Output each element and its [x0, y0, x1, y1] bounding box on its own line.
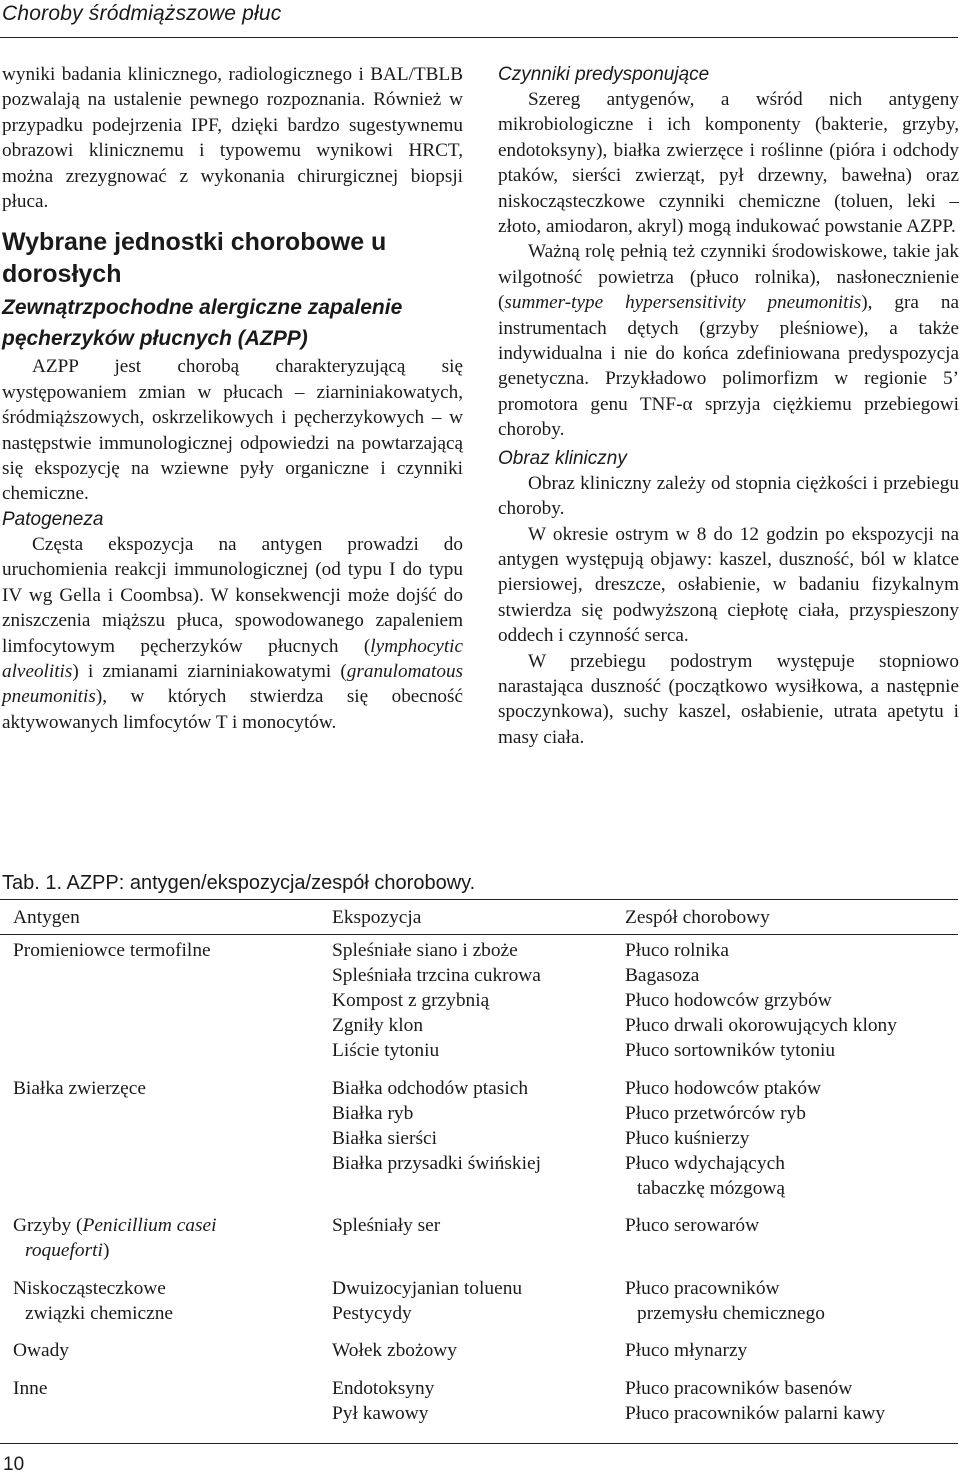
table-cell-line: Inne: [13, 1377, 48, 1399]
table-cell-line: [13, 1213, 217, 1238]
table-cell-line: Wołek zbożowy: [332, 1340, 457, 1361]
table-row: [0, 1276, 958, 1326]
table-header-syndrome: Zespół chorobowy: [625, 907, 770, 928]
table-rule-top: [0, 899, 958, 900]
table-cell-line: związki chemiczne: [25, 1302, 174, 1324]
table-cell-line: Płuco hodowców grzybów: [625, 990, 832, 1011]
table-cell-line: Białka zwierzęce: [13, 1077, 146, 1099]
clinical-paragraph-2: W okresie ostrym w 8 do 12 godzin po ekspozycji na antygen występują objawy: kaszel, duszność, ból w klatce piersiowej, dreszcze, osłabienie, w badaniu fizykalnym stwierdza się podwyższoną ciepłotę ciała, przyspieszony oddech i czynność serca.: [498, 523, 959, 647]
table-cell-line: Płuco pracowników basenów: [625, 1377, 853, 1399]
predisposing-text-2: ), gra na instrumentach dętych (grzyby pleśniowe), a także indywidualna i nie do końca zdefiniowana predyspozycja genetyczna. Przykładowo polimorfizm w regionie 5’ promotora genu TNF-α sprzyja ciężkiemu przebiegowi choroby.: [498, 292, 959, 441]
table-cell-syndrome: [625, 1376, 885, 1426]
table-cell-line: Bagasoza: [625, 965, 700, 986]
table-caption: Tab. 1. AZPP: antygen/ekspozycja/zespół chorobowy.: [2, 872, 476, 894]
pathogenesis-term-granulomatous: granulomatous pneumonitis: [2, 660, 463, 708]
table-cell-line: Płuco rolnika: [625, 940, 729, 961]
section-title: Wybrane jednostki chorobowe u dorosłych: [2, 228, 387, 289]
table-cell-antigen: [13, 1076, 146, 1101]
table-cell-line: Białka odchodów ptasich: [332, 1077, 529, 1099]
table-cell-syndrome: [625, 1276, 825, 1326]
predisposing-text-1: Ważną rolę pełnią też czynniki środowiskowe, takie jak wilgotność powietrza (płuco rolnika), nasłonecznienie (: [498, 241, 959, 314]
table-rule-header: [0, 934, 958, 935]
table-cell-line: Owady: [13, 1340, 70, 1361]
table-cell-syndrome: [625, 938, 897, 1063]
predisposing-term-summer: summer-type hypersensitivity pneumonitis: [504, 292, 862, 314]
table-row: [0, 1338, 958, 1363]
right-column: [498, 62, 959, 750]
antigen-fungi-species: Penicillium casei: [82, 1215, 217, 1236]
pathogenesis-text-2: ) i zmianami ziarniniakowatymi (: [72, 660, 347, 682]
table-cell-line: Promieniowce termofilne: [13, 940, 211, 961]
table-cell-line: przemysłu chemicznego: [637, 1302, 825, 1324]
table-body: [0, 938, 958, 1438]
table-cell-syndrome: [625, 1213, 759, 1238]
table-cell-line: Płuco kuśnierzy: [625, 1127, 750, 1149]
table-cell-line: Płuco serowarów: [625, 1215, 760, 1236]
table-cell-exposure: [332, 938, 541, 1063]
table-cell-line: Spleśniały ser: [332, 1215, 441, 1236]
clinical-paragraph-3: W przebiegu podostrym występuje stopniowo narastająca duszność (początkowo wysiłkowa, a następnie spoczynkowa), suchy kaszel, osłabienie, utrata apetytu i masy ciała.: [498, 650, 959, 748]
table-cell-line: Pył kawowy: [332, 1402, 429, 1424]
table-cell-syndrome: [625, 1338, 747, 1363]
table-cell-line: Płuco wdychających: [625, 1152, 785, 1174]
table-header-exposure: Ekspozycja: [332, 907, 422, 928]
table-header-antigen: Antygen: [13, 907, 80, 928]
predisposing-heading: Czynniki predysponujące: [498, 64, 710, 85]
table-cell-line: Białka przysadki świńskiej: [332, 1152, 541, 1174]
table-cell-line: Liście tytoniu: [332, 1040, 440, 1061]
table-cell-line: Białka ryb: [332, 1102, 414, 1124]
table-cell-antigen: [13, 1376, 47, 1401]
table-cell-line: Zgniły klon: [332, 1015, 424, 1036]
table-cell-line: Pestycydy: [332, 1302, 412, 1324]
pathogenesis-text-1: Częsta ekspozycja na antygen prowadzi do uruchomienia reakcji immunologicznej (od typu I do typu IV wg Gella i Coombsa). W konsekwencji może dojść do zniszczenia miąższu płuca, spowodowanego zapaleniem limfocytowym pęcherzyków płucnych (: [2, 533, 463, 657]
table-cell-exposure: [332, 1276, 522, 1326]
azpp-paragraph: AZPP jest chorobą charakteryzującą się występowaniem zmian w płucach – ziarniniakowatych, śródmiąższowych, oskrzelikowych i pęcherzykowych – w następstwie immunologicznej odpowiedzi na powtarzającą się ekspozycję na wziewne pyły organiczne i czynniki chemiczne.: [2, 356, 463, 505]
table-cell-antigen: [13, 1338, 69, 1363]
table-cell-line: Płuco młynarzy: [625, 1340, 748, 1361]
clinical-paragraph-1: Obraz kliniczny zależy od stopnia ciężkości i przebiegu choroby.: [498, 472, 959, 520]
running-head: Choroby śródmiąższowe płuc: [2, 2, 282, 25]
table-header-row: [0, 905, 958, 931]
table-rule-bottom: [0, 1443, 958, 1444]
antigen-fungi-species-cont: roqueforti: [25, 1240, 103, 1261]
table-cell-line: Dwuizocyjanian toluenu: [332, 1277, 523, 1299]
clinical-heading: Obraz kliniczny: [498, 447, 627, 469]
table-cell-line: Płuco pracowników: [625, 1277, 780, 1299]
table-cell-line: Płuco pracowników palarni kawy: [625, 1402, 886, 1424]
table-cell-line: Kompost z grzybnią: [332, 990, 490, 1011]
table-cell-line: Spleśniała trzcina cukrowa: [332, 965, 541, 986]
table-cell-antigen: [13, 1276, 173, 1326]
table-cell-line: Płuco sortowników tytoniu: [625, 1040, 836, 1061]
header-rule: [0, 37, 958, 38]
antigen-fungi-prefix: Grzyby (: [13, 1215, 83, 1236]
table-cell-exposure: [332, 1213, 440, 1238]
table-cell-exposure: [332, 1076, 541, 1176]
table-row: [0, 1213, 958, 1263]
pathogenesis-term-lymphocytic: lymphocytic alveolitis: [2, 635, 463, 682]
subsection-title: Zewnątrzpochodne alergiczne zapalenie pęcherzyków płucnych (AZPP): [2, 296, 403, 351]
table-cell-antigen: [13, 938, 211, 963]
pathogenesis-text-3: ), w których stwierdza się obecność aktywowanych limfocytów T i monocytów.: [2, 686, 463, 733]
table-cell-line: Endotoksyny: [332, 1377, 435, 1399]
predisposing-paragraph-1: Szereg antygenów, a wśród nich antygeny mikrobiologiczne i ich komponenty (bakterie, grzyby, endotoksyny), białka zwierzęce i roślinne (pióra i odchody ptaków, sierści zwierząt, pył drzewny, bawełna) oraz niskocząsteczkowe czynniki chemiczne (toluen, leki – złoto, amiodaron, akryl) mogą indukować powstanie AZPP.: [498, 89, 959, 238]
table-cell-line: Płuco drwali okorowujących klony: [625, 1015, 897, 1036]
page-number: 10: [3, 1454, 25, 1475]
table-cell-antigen: [13, 1213, 217, 1263]
antigen-fungi-suffix: ): [102, 1240, 110, 1261]
intro-paragraph: wyniki badania klinicznego, radiologicznego i BAL/TBLB pozwalają na ustalenie pewnego rozpoznania. Również w przypadku podejrzenia IPF, dzięki bardzo sugestywnemu obrazowi klinicznemu i typowemu wynikowi HRCT, można zrezygnować z wykonania chirurgicznej biopsji płuca.: [2, 64, 463, 213]
table-cell-line: [13, 1238, 217, 1263]
table-cell-syndrome: [625, 1076, 821, 1201]
table-cell-exposure: [332, 1338, 457, 1363]
table-cell-line: Białka sierści: [332, 1127, 438, 1149]
table-row: [0, 1076, 958, 1201]
predisposing-paragraph-2: [498, 239, 959, 442]
pathogenesis-heading: Patogeneza: [2, 508, 104, 530]
table-row: [0, 1376, 958, 1426]
table-cell-line: tabaczkę mózgową: [637, 1177, 786, 1199]
table-cell-line: Niskocząsteczkowe: [13, 1277, 166, 1299]
table-cell-exposure: [332, 1376, 434, 1426]
table-cell-line: Spleśniałe siano i zboże: [332, 940, 518, 961]
table-cell-line: Płuco przetwórców ryb: [625, 1102, 806, 1124]
left-column: [2, 62, 463, 735]
table-row: [0, 938, 958, 1063]
pathogenesis-paragraph: [2, 532, 463, 735]
table-cell-line: Płuco hodowców ptaków: [625, 1077, 822, 1099]
